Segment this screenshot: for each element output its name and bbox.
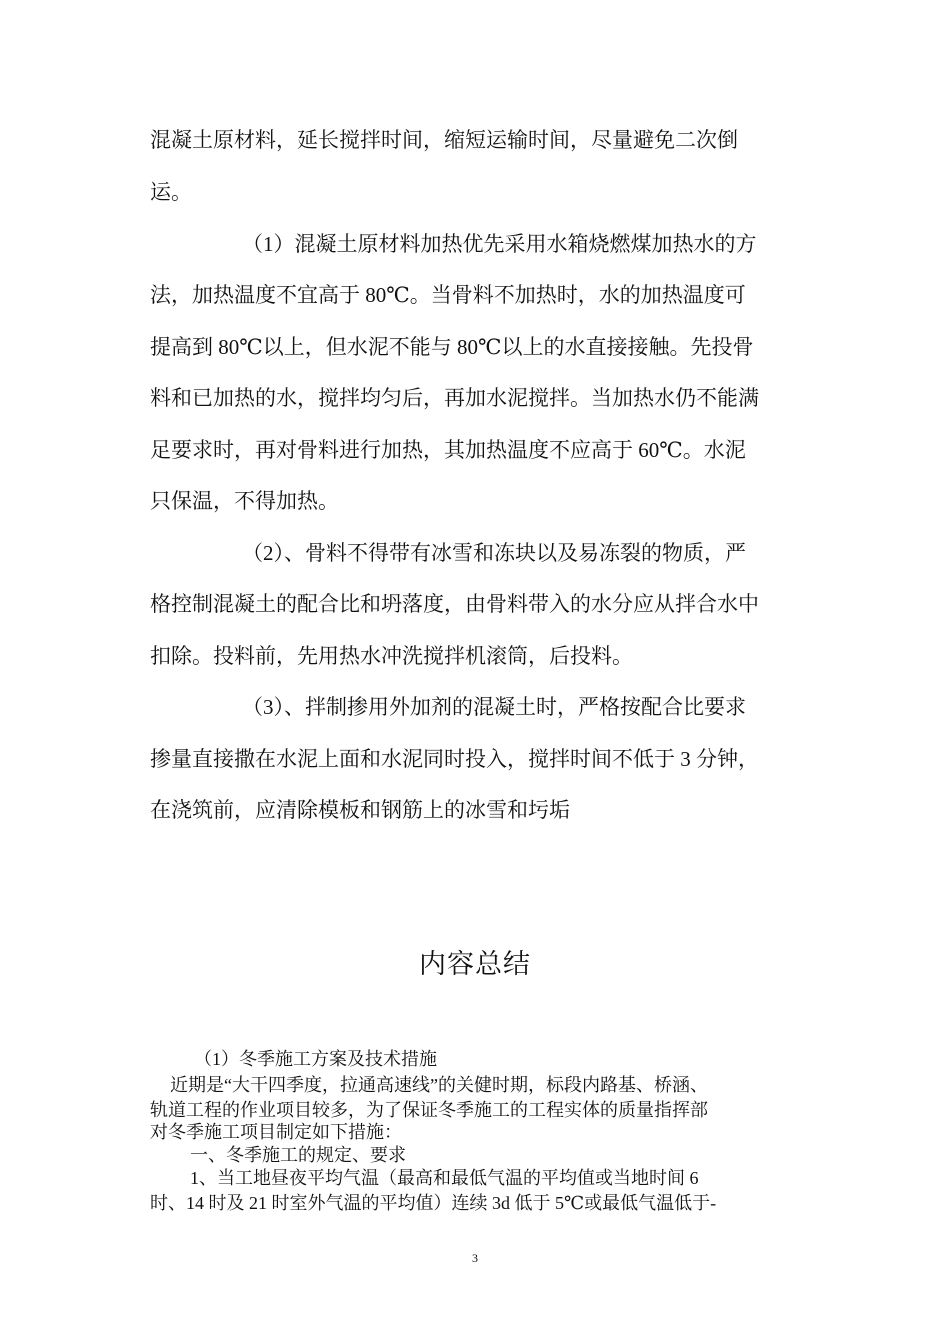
text-line: 法，加热温度不宜高于 80℃。当骨料不加热时，水的加热温度可 <box>150 283 746 307</box>
text-line: （3）、拌制掺用外加剂的混凝土时，严格按配合比要求 <box>242 695 746 719</box>
text-line: 混凝土原材料，延长搅拌时间，缩短运输时间，尽量避免二次倒 <box>150 128 738 152</box>
text-line: 近期是“大干四季度，拉通高速线”的关健时期，标段内路基、桥涵、 <box>170 1075 708 1095</box>
text-line: （2）、骨料不得带有冰雪和冻块以及易冻裂的物质，严 <box>242 541 746 565</box>
text-line: 1、当工地昼夜平均气温（最高和最低气温的平均值或当地时间 6 <box>190 1168 699 1188</box>
text-line: 对冬季施工项目制定如下措施： <box>150 1122 402 1142</box>
text-line: （1）混凝土原材料加热优先采用水箱烧燃煤加热水的方 <box>242 232 757 256</box>
text-line: 在浇筑前，应清除模板和钢筋上的冰雪和圬垢 <box>150 798 570 822</box>
text-line: 格控制混凝土的配合比和坍落度，由骨料带入的水分应从拌合水中 <box>150 592 759 616</box>
text-line: 掺量直接撒在水泥上面和水泥同时投入，搅拌时间不低于 3 分钟， <box>150 747 759 771</box>
page-number: 3 <box>472 1251 478 1265</box>
text-line: 轨道工程的作业项目较多，为了保证冬季施工的工程实体的质量指挥部 <box>150 1100 708 1120</box>
text-line: 时、14 时及 21 时室外气温的平均值）连续 3d 低于 5℃或最低气温低于- <box>150 1193 717 1213</box>
text-line: 足要求时，再对骨料进行加热，其加热温度不应高于 60℃。水泥 <box>150 438 746 462</box>
text-line: 一、冬季施工的规定、要求 <box>190 1145 406 1165</box>
summary-heading: 内容总结 <box>419 949 531 980</box>
text-line: 料和已加热的水，搅拌均匀后，再加水泥搅拌。当加热水仍不能满 <box>150 386 759 410</box>
text-line: 运。 <box>150 180 192 204</box>
text-line: （1）冬季施工方案及技术措施 <box>194 1049 437 1069</box>
text-line: 提高到 80℃以上，但水泥不能与 80℃以上的水直接接触。先投骨 <box>150 335 754 359</box>
text-line: 只保温，不得加热。 <box>150 489 339 513</box>
text-line: 扣除。投料前，先用热水冲洗搅拌机滚筒，后投料。 <box>150 644 633 668</box>
